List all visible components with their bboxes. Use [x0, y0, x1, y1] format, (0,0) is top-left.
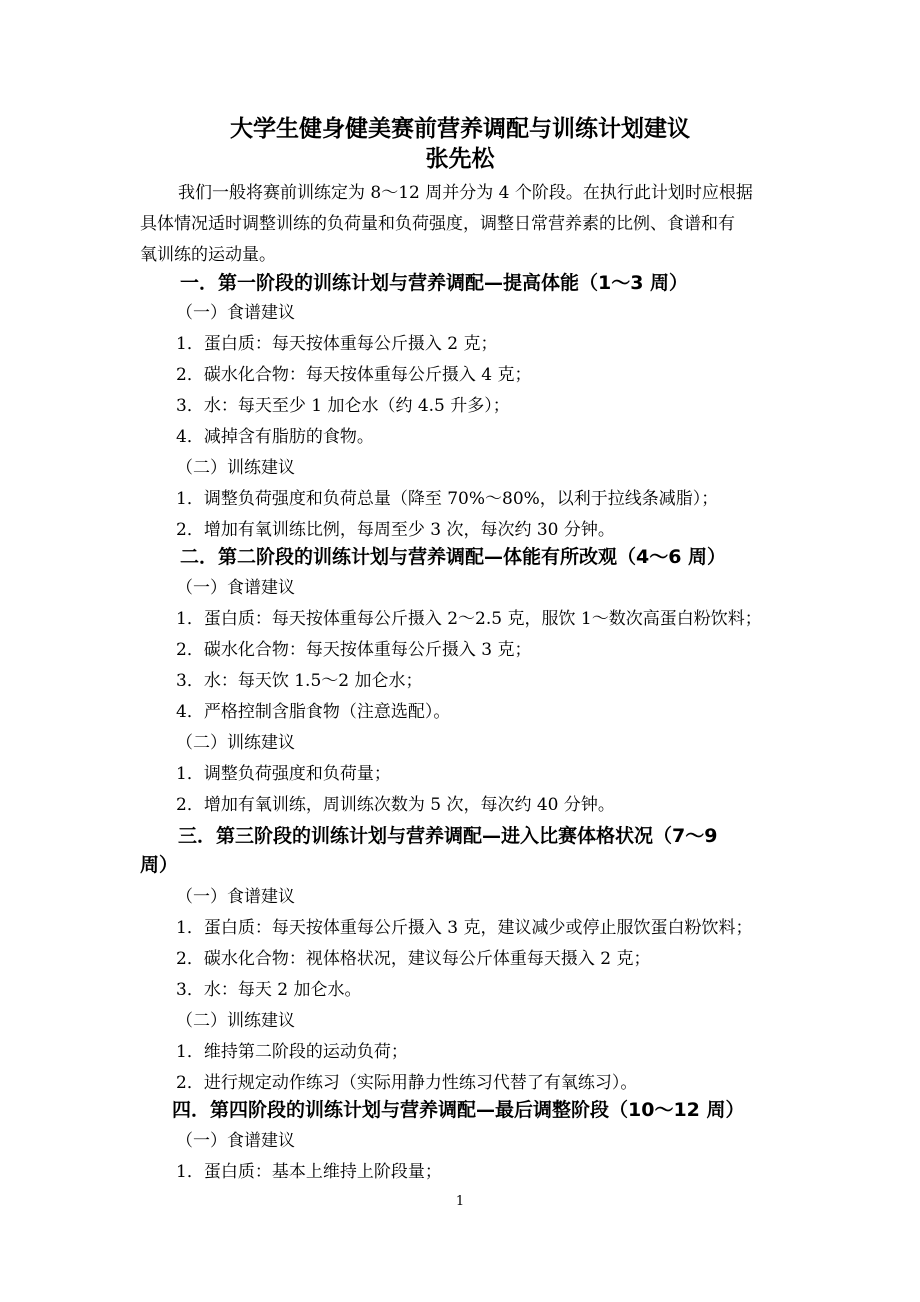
section-2-diet-label: （一）食谱建议 — [176, 578, 295, 598]
section-1-diet-item: 1．蛋白质：每天按体重每公斤摄入 2 克； — [176, 334, 498, 354]
section-3-training-label: （二）训练建议 — [176, 1011, 295, 1031]
section-1-training-label: （二）训练建议 — [176, 458, 295, 478]
section-3-diet-item: 2．碳水化合物：视体格状况，建议每公斤体重每天摄入 2 克； — [176, 949, 651, 969]
section-1-training-item: 2．增加有氧训练比例，每周至少 3 次，每次约 30 分钟。 — [176, 520, 615, 540]
section-2-training-item: 2．增加有氧训练，周训练次数为 5 次，每次约 40 分钟。 — [176, 795, 615, 815]
section-1-diet-label: （一）食谱建议 — [176, 303, 295, 323]
section-4-heading: 四．第四阶段的训练计划与营养调配—最后调整阶段（10～12 周） — [172, 1099, 745, 1121]
section-3-heading: 三．第三阶段的训练计划与营养调配—进入比赛体格状况（7～9 — [178, 825, 718, 847]
section-4-diet-item: 1．蛋白质：基本上维持上阶段量； — [176, 1162, 442, 1182]
document-title: 大学生健身健美赛前营养调配与训练计划建议 — [230, 116, 690, 142]
intro-line-2: 具体情况适时调整训练的负荷量和负荷强度，调整日常营养素的比例、食谱和有 — [140, 214, 735, 234]
section-1-diet-item: 4．减掉含有脂肪的食物。 — [176, 427, 374, 447]
section-2-heading: 二．第二阶段的训练计划与营养调配—体能有所改观（4～6 周） — [180, 546, 727, 568]
section-3-training-item: 2．进行规定动作练习（实际用静力性练习代替了有氧练习）。 — [176, 1073, 638, 1093]
section-1-training-item: 1．调整负荷强度和负荷总量（降至 70%～80%，以利于拉线条减脂）； — [176, 489, 719, 509]
section-1-diet-item: 2．碳水化合物：每天按体重每公斤摄入 4 克； — [176, 365, 532, 385]
section-2-diet-item: 1．蛋白质：每天按体重每公斤摄入 2～2.5 克，服饮 1～数次高蛋白粉饮料； — [176, 609, 762, 629]
section-1-heading: 一．第一阶段的训练计划与营养调配—提高体能（1～3 周） — [180, 272, 689, 294]
section-3-training-item: 1．维持第二阶段的运动负荷； — [176, 1042, 408, 1062]
intro-line-3: 氧训练的运动量。 — [140, 245, 276, 265]
section-3-diet-label: （一）食谱建议 — [176, 887, 295, 907]
section-2-diet-item: 3．水：每天饮 1.5～2 加仑水； — [176, 671, 423, 691]
document-author: 张先松 — [425, 146, 495, 172]
section-2-training-label: （二）训练建议 — [176, 733, 295, 753]
page-number: 1 — [455, 1194, 465, 1209]
intro-line-1: 我们一般将赛前训练定为 8～12 周并分为 4 个阶段。在执行此计划时应根据 — [178, 183, 753, 203]
section-4-diet-label: （一）食谱建议 — [176, 1131, 295, 1151]
section-2-training-item: 1．调整负荷强度和负荷量； — [176, 764, 391, 784]
section-3-diet-item: 1．蛋白质：每天按体重每公斤摄入 3 克，建议减少或停止服饮蛋白粉饮料； — [176, 918, 753, 938]
section-2-diet-item: 4．严格控制含脂食物（注意选配）。 — [176, 702, 451, 722]
section-3-heading-continued: 周） — [140, 854, 179, 876]
section-2-diet-item: 2．碳水化合物：每天按体重每公斤摄入 3 克； — [176, 640, 532, 660]
section-1-diet-item: 3．水：每天至少 1 加仑水（约 4.5 升多）； — [176, 396, 510, 416]
section-3-diet-item: 3．水：每天 2 加仑水。 — [176, 980, 362, 1000]
